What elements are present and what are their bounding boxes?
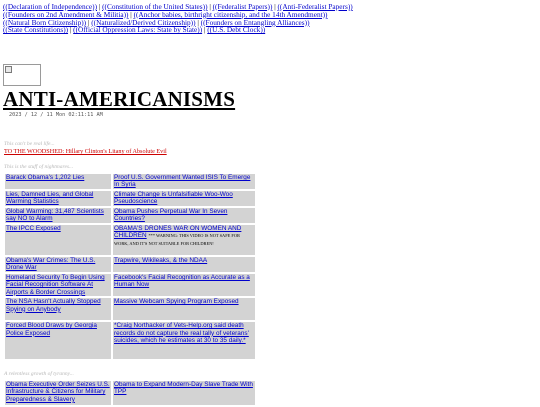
link-obama-lies[interactable]: Barack Obama's 1,202 Lies <box>6 174 85 181</box>
link-nsa-spying[interactable]: The NSA Hasn't Actually Stopped Spying on Anybody <box>6 298 101 313</box>
broken-image-icon <box>5 66 12 73</box>
table-row <box>5 381 255 405</box>
table-row <box>5 257 255 272</box>
nav-link-state-constitutions[interactable]: ((State Constitutions)) <box>3 25 69 35</box>
table-cell <box>113 208 255 223</box>
link-webcam-spying[interactable]: Massive Webcam Spying Program Exposed <box>114 298 239 306</box>
nav-link-anti-federalist[interactable]: ((Anti-Federalist Papers)) <box>277 2 353 11</box>
table-cell <box>113 257 255 272</box>
separator: | <box>195 17 201 27</box>
nav-link-declaration[interactable]: ((Declaration of Independence)) <box>3 2 97 11</box>
separator: | <box>128 9 134 19</box>
table-cell <box>113 174 255 189</box>
link-veterans-suicides[interactable]: *Craig Northacker of Vets-Help.org said death records do not capture the real tally of veterans' suicides, which he estimates at 30 to 35 daily.* <box>114 322 249 345</box>
page-title: ANTI-AMERICANISMS <box>3 87 236 111</box>
link-ipcc-exposed[interactable]: The IPCC Exposed <box>6 225 61 232</box>
table-row <box>5 208 255 223</box>
link-drones-war-women-children[interactable]: OBAMA'S DRONES WAR ON WOMEN AND CHILDREN <box>114 225 242 240</box>
table-cell <box>113 225 255 255</box>
link-isis-syria[interactable]: Proof U.S. Government Wanted ISIS To Emerge In Syria <box>114 174 251 189</box>
nav-link-debt-clock[interactable]: ((U.S. Debt Clock)) <box>207 25 266 35</box>
table-row <box>5 225 255 255</box>
table-cell <box>5 298 111 320</box>
link-homeland-facial-recognition[interactable]: Homeland Security To Begin Using Facial Recognition Software At Airports & Border Crossings <box>6 274 105 296</box>
hillary-woodshed-link[interactable]: TO THE WOODSHED: Hillary Clinton's Litany of Absolute Evil <box>4 148 167 155</box>
link-facebook-facial-recognition[interactable]: Facebook's Facial Recognition as Accurate as a Human Now <box>114 274 250 289</box>
nsfw-warning: *** WARNING: THIS VIDEO IS NOT SAFE FOR WORK, AND IT'S NOT SUITABLE FOR CHILDREN! <box>114 233 240 246</box>
link-climate-change-pseudoscience[interactable]: Climate Change is Unfalsifiable Woo-Woo Pseudoscience <box>114 191 233 206</box>
table-cell <box>113 298 255 320</box>
top-nav-links <box>3 3 538 34</box>
separator: | <box>207 2 213 11</box>
table-cell <box>113 322 255 359</box>
broken-banner-image <box>3 64 41 86</box>
table-cell <box>113 191 255 206</box>
table-row <box>5 322 255 359</box>
link-tpp-slave-trade[interactable]: Obama to Expand Modern-Day Slave Trade With TPP <box>114 381 253 396</box>
separator: | <box>86 17 92 27</box>
table-cell <box>5 174 111 189</box>
table-cell <box>5 381 111 405</box>
link-drone-war-crimes[interactable]: Obama's War Crimes: The U.S. Drone War <box>6 257 96 272</box>
nav-link-2nd-amendment[interactable]: ((Founders on 2nd Amendment & Militia)) <box>3 9 129 19</box>
table-row <box>5 274 255 296</box>
link-executive-order-infrastructure[interactable]: Obama Executive Order Seizes U.S. Infrastructure & Citizens for Military Preparedness & Slavery <box>6 381 110 403</box>
table-cell <box>113 274 255 296</box>
table-row <box>5 298 255 320</box>
separator: | <box>272 2 278 11</box>
timestamp: 2023 / 12 / 11 Mon 02:11:11 AM <box>9 112 103 118</box>
table-row <box>5 174 255 189</box>
nav-link-naturalized[interactable]: ((Naturalized/Derived Citizenship)) <box>91 17 196 27</box>
nav-link-natural-born[interactable]: ((Natural Born Citizenship)) <box>3 17 87 27</box>
table-cell <box>5 274 111 296</box>
table-cell <box>5 225 111 255</box>
table-cell <box>5 322 111 359</box>
link-trapwire-wikileaks[interactable]: Trapwire, Wikileaks, & the NDAA <box>114 257 208 264</box>
nav-link-constitution[interactable]: ((Constitution of the United States)) <box>102 2 208 11</box>
section-heading-nightmares: This is the stuff of nightmares... <box>4 164 74 170</box>
tyranny-link-table <box>3 379 257 407</box>
nav-link-oppression-laws[interactable]: ((Official Oppression Laws: State by State)) <box>73 25 203 35</box>
nav-link-entangling-alliances[interactable]: ((Founders on Entangling Alliances)) <box>200 17 310 27</box>
link-perpetual-war[interactable]: Obama Pushes Perpetual War In Seven Countries? <box>114 208 228 223</box>
separator: | <box>202 25 208 35</box>
section-heading-real-life: This can't be real life... <box>4 141 55 147</box>
link-global-warming-statistics[interactable]: Lies, Damned Lies, and Global Warming Statistics <box>6 191 94 206</box>
table-cell <box>5 257 111 272</box>
link-forced-blood-draws[interactable]: Forced Blood Draws by Georgia Police Exposed <box>6 322 97 337</box>
nav-link-anchor-babies[interactable]: ((Anchor babies, birthright citizenship, and the 14th Amendment)) <box>133 9 328 19</box>
table-row <box>5 191 255 206</box>
table-cell <box>113 381 255 405</box>
separator: | <box>97 2 103 11</box>
separator: | <box>68 25 74 35</box>
section-heading-tyranny: A relentless growth of tyranny... <box>4 371 74 377</box>
link-31487-scientists[interactable]: Global Warming: 31,487 Scientists say NO to Alarm <box>6 208 104 223</box>
nav-link-federalist[interactable]: ((Federalist Papers)) <box>212 2 273 11</box>
nightmares-link-table <box>3 172 257 361</box>
table-cell <box>5 208 111 223</box>
table-cell <box>5 191 111 206</box>
